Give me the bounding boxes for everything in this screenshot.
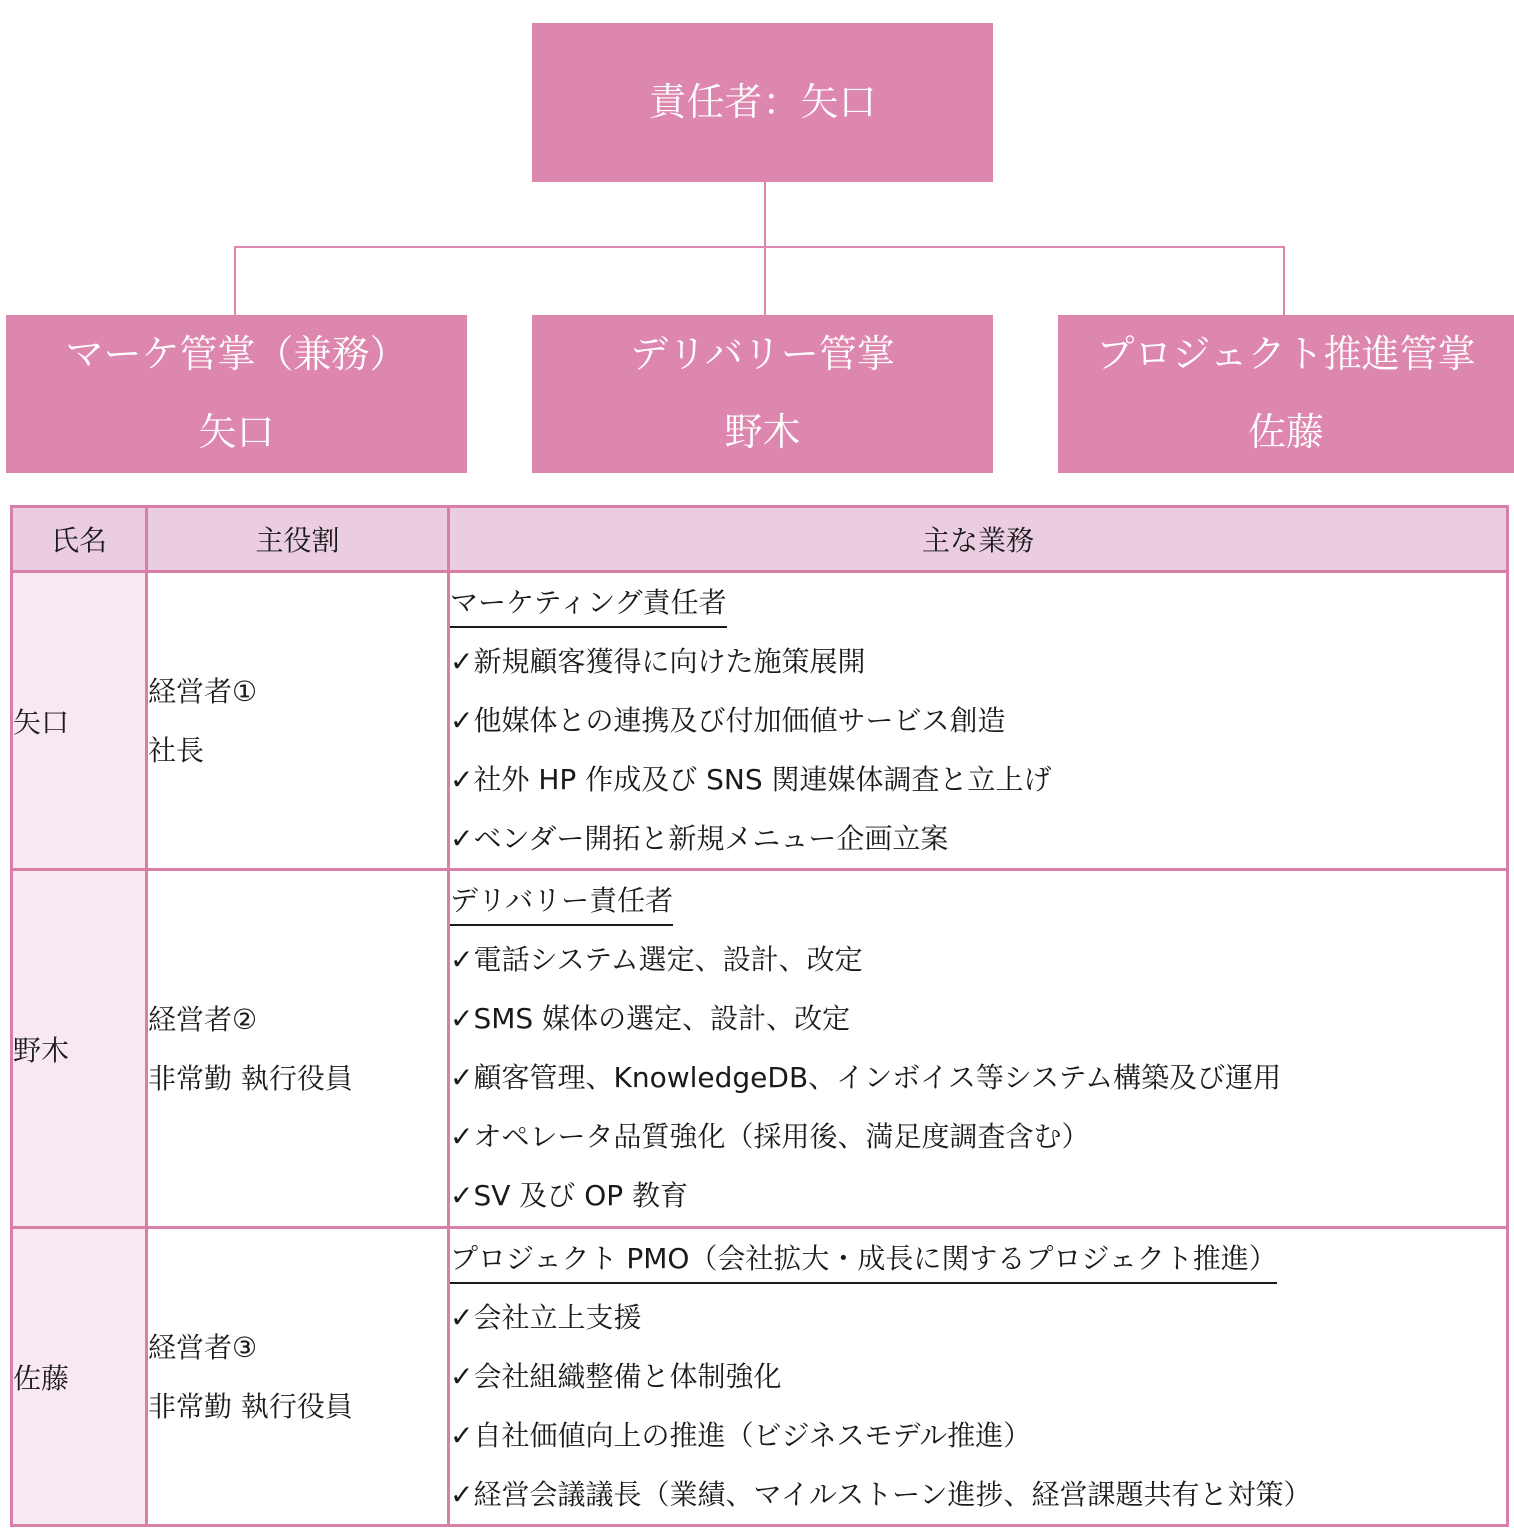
duty-item: ✓顧客管理、KnowledgeDB、インボイス等システム構築及び運用 bbox=[450, 1061, 1282, 1094]
table-header-row bbox=[12, 507, 1508, 572]
header-role: 主役割 bbox=[147, 507, 449, 572]
org-unit-title: デリバリー管掌 bbox=[630, 332, 895, 376]
row-duties bbox=[449, 572, 1508, 870]
row-role bbox=[147, 870, 449, 1228]
duty-item: ✓経営会議議長（業績、マイルストーン進捗、経営課題共有と対策） bbox=[450, 1478, 1312, 1511]
org-unit-person: 野木 bbox=[724, 410, 801, 454]
row-name: 矢口 bbox=[12, 572, 147, 870]
role-line: 経営者① bbox=[148, 674, 258, 708]
role-line: 非常勤 執行役員 bbox=[148, 1061, 353, 1095]
org-unit-delivery bbox=[532, 315, 993, 473]
duty-title: デリバリー責任者 bbox=[450, 878, 673, 926]
table-row bbox=[12, 572, 1508, 870]
header-duties: 主な業務 bbox=[449, 507, 1508, 572]
connector-horizontal bbox=[234, 246, 1285, 248]
duty-item: ✓ベンダー開拓と新規メニュー企画立案 bbox=[450, 822, 949, 855]
org-top-box bbox=[532, 23, 993, 182]
roles-table bbox=[10, 505, 1509, 1527]
org-unit-person: 矢口 bbox=[198, 410, 275, 454]
org-unit-person: 佐藤 bbox=[1247, 410, 1324, 454]
duty-title: マーケティング責任者 bbox=[450, 580, 727, 628]
org-unit-project bbox=[1058, 315, 1514, 473]
row-name: 野木 bbox=[12, 870, 147, 1228]
duty-item: ✓他媒体との連携及び付加価値サービス創造 bbox=[450, 704, 1006, 737]
row-duties bbox=[449, 870, 1508, 1228]
duty-item: ✓電話システム選定、設計、改定 bbox=[450, 943, 863, 976]
org-unit-marketing bbox=[6, 315, 467, 473]
role-line: 非常勤 執行役員 bbox=[148, 1389, 353, 1423]
role-line: 経営者③ bbox=[148, 1330, 258, 1364]
duty-item: ✓社外 HP 作成及び SNS 関連媒体調査と立上げ bbox=[450, 763, 1052, 796]
connector-left bbox=[234, 246, 236, 315]
duty-title: プロジェクト PMO（会社拡大・成長に関するプロジェクト推進） bbox=[450, 1236, 1277, 1284]
row-role bbox=[147, 1228, 449, 1526]
duty-item: ✓SV 及び OP 教育 bbox=[450, 1179, 689, 1212]
header-name: 氏名 bbox=[12, 507, 147, 572]
connector-vertical-top bbox=[764, 182, 766, 315]
role-line: 社長 bbox=[148, 733, 205, 767]
role-line: 経営者② bbox=[148, 1002, 258, 1036]
table-row bbox=[12, 1228, 1508, 1526]
duty-item: ✓会社組織整備と体制強化 bbox=[450, 1360, 782, 1393]
duty-item: ✓会社立上支援 bbox=[450, 1301, 642, 1334]
row-duties bbox=[449, 1228, 1508, 1526]
row-name: 佐藤 bbox=[12, 1228, 147, 1526]
org-top-label: 責任者：矢口 bbox=[648, 80, 877, 124]
duty-item: ✓オペレータ品質強化（採用後、満足度調査含む） bbox=[450, 1120, 1090, 1153]
duty-item: ✓新規顧客獲得に向けた施策展開 bbox=[450, 645, 866, 678]
table-row bbox=[12, 870, 1508, 1228]
connector-right bbox=[1283, 246, 1285, 315]
duty-item: ✓SMS 媒体の選定、設計、改定 bbox=[450, 1002, 851, 1035]
org-unit-title: プロジェクト推進管掌 bbox=[1096, 332, 1476, 376]
org-unit-title: マーケ管掌（兼務） bbox=[65, 332, 408, 376]
duty-item: ✓自社価値向上の推進（ビジネスモデル推進） bbox=[450, 1419, 1032, 1452]
row-role bbox=[147, 572, 449, 870]
